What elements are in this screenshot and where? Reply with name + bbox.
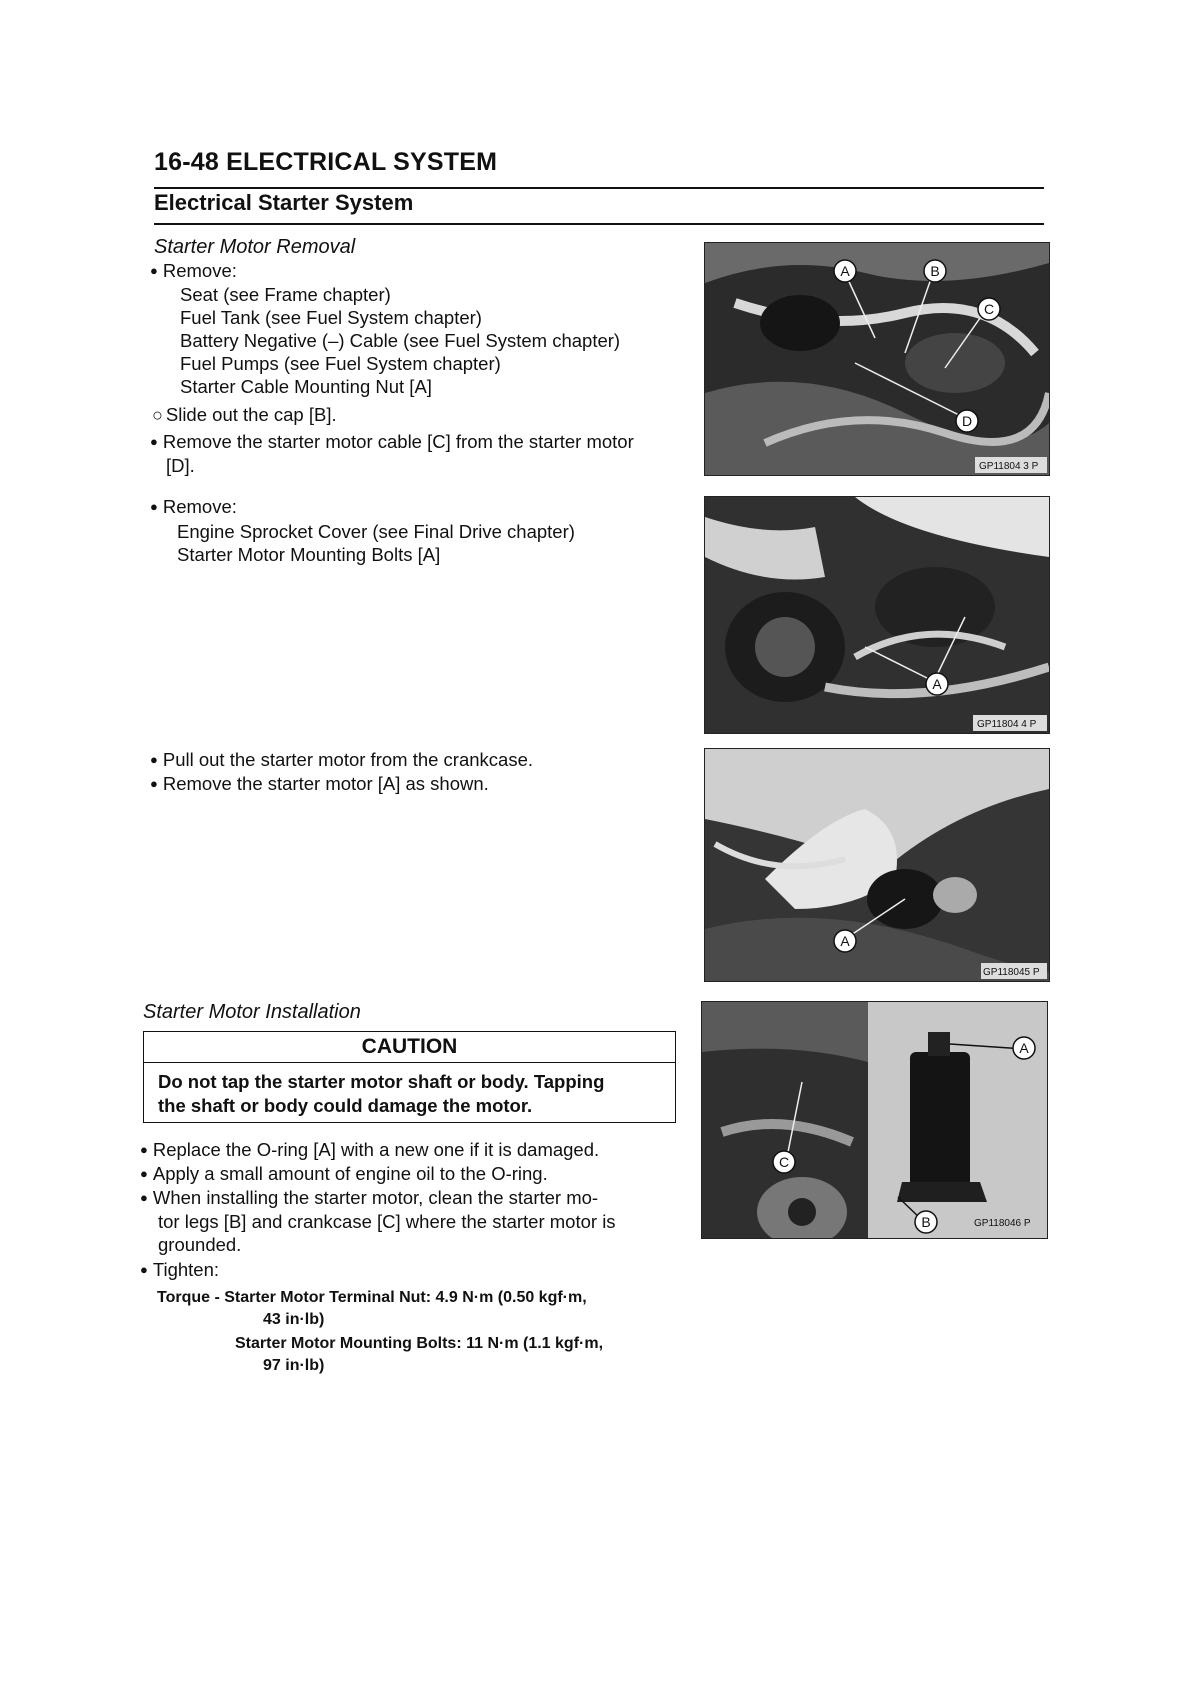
list-item: Starter Cable Mounting Nut [A]	[180, 376, 432, 397]
torque-spec-2: Starter Motor Mounting Bolts: 11 N·m (1.1 kgf·m,	[235, 1335, 604, 1352]
list-item: Seat (see Frame chapter)	[180, 284, 391, 305]
step-3-line: grounded.	[158, 1234, 242, 1255]
removal-step-2-cont: [D].	[166, 455, 195, 476]
svg-text:A: A	[840, 263, 850, 279]
caution-text	[158, 1070, 668, 1118]
list-item: Fuel Pumps (see Fuel System chapter)	[180, 353, 501, 374]
photo-starter-installation	[701, 1001, 1048, 1239]
removal-sub-step	[152, 403, 337, 427]
removal-step-3: ● Remove:	[150, 495, 237, 520]
sub-step-text: Slide out the cap [B].	[165, 404, 337, 425]
svg-text:B: B	[930, 263, 940, 279]
open-circle-icon: ○	[152, 405, 163, 425]
torque-prefix: Torque -	[157, 1289, 225, 1306]
removal-step-1-list	[180, 283, 620, 398]
list-item: Starter Motor Mounting Bolts [A]	[177, 544, 441, 565]
removal-step-2: ● Remove the starter motor cable [C] from the starter motor	[150, 430, 634, 455]
page-title: 16-48 ELECTRICAL SYSTEM	[154, 148, 498, 176]
step-3-line: tor legs [B] and crankcase [C] where the starter motor is	[158, 1211, 616, 1232]
photo-code: GP118045 P	[983, 967, 1040, 978]
label-marker	[915, 1211, 937, 1233]
removal-step-3-list	[177, 520, 575, 566]
photo-starter-cable	[704, 242, 1050, 476]
section-rule	[154, 223, 1044, 225]
svg-text:A: A	[932, 676, 942, 692]
installation-heading: Starter Motor Installation	[143, 1001, 361, 1023]
installation-step-3-cont	[158, 1210, 616, 1256]
label-marker	[773, 1151, 795, 1173]
list-item: Engine Sprocket Cover (see Final Drive chapter)	[177, 521, 575, 542]
svg-text:C: C	[778, 1154, 790, 1170]
removal-step-4: ● Pull out the starter motor from the crankcase.	[150, 748, 533, 773]
installation-step-4: ● Tighten:	[140, 1258, 219, 1283]
caution-line: the shaft or body could damage the motor.	[158, 1095, 533, 1116]
label-marker	[834, 930, 856, 952]
section-title: Electrical Starter System	[154, 190, 414, 215]
caution-box	[143, 1031, 676, 1123]
svg-text:D: D	[961, 413, 973, 429]
photo-mounting-bolts	[704, 496, 1050, 734]
photo-code: GP11804 4 P	[977, 719, 1037, 730]
caution-title: CAUTION	[144, 1032, 675, 1063]
label-marker	[926, 673, 948, 695]
svg-text:A: A	[840, 933, 850, 949]
torque-spec-2-cont: 97 in·lb)	[263, 1357, 325, 1374]
removal-heading: Starter Motor Removal	[154, 236, 356, 258]
installation-step-2: ● Apply a small amount of engine oil to the O-ring.	[140, 1162, 548, 1187]
removal-step-5: ● Remove the starter motor [A] as shown.	[150, 772, 489, 797]
photo-starter-motor	[704, 748, 1050, 982]
svg-text:C: C	[983, 301, 995, 317]
label-marker	[956, 410, 978, 432]
svg-text:A: A	[1019, 1040, 1029, 1056]
label-marker	[978, 298, 1000, 320]
photo-code: GP11804 3 P	[979, 461, 1039, 472]
torque-spec-1	[157, 1287, 587, 1309]
list-item: Battery Negative (–) Cable (see Fuel System chapter)	[180, 330, 621, 351]
installation-step-3: ● When installing the starter motor, clean the starter mo-	[140, 1186, 598, 1211]
caution-line: Do not tap the starter motor shaft or body. Tapping	[158, 1071, 605, 1092]
label-marker	[924, 260, 946, 282]
label-marker	[834, 260, 856, 282]
torque-spec-1-cont: 43 in·lb)	[263, 1311, 325, 1328]
list-item: Fuel Tank (see Fuel System chapter)	[180, 307, 482, 328]
removal-step-1: ● Remove:	[150, 259, 237, 284]
installation-step-1: ● Replace the O-ring [A] with a new one if it is damaged.	[140, 1138, 599, 1163]
torque-value: Starter Motor Terminal Nut: 4.9 N·m (0.50 kgf·m,	[224, 1289, 587, 1306]
photo-code: GP118046 P	[974, 1218, 1031, 1229]
svg-text:B: B	[921, 1214, 931, 1230]
label-marker	[1013, 1037, 1035, 1059]
header-rule	[154, 187, 1044, 189]
